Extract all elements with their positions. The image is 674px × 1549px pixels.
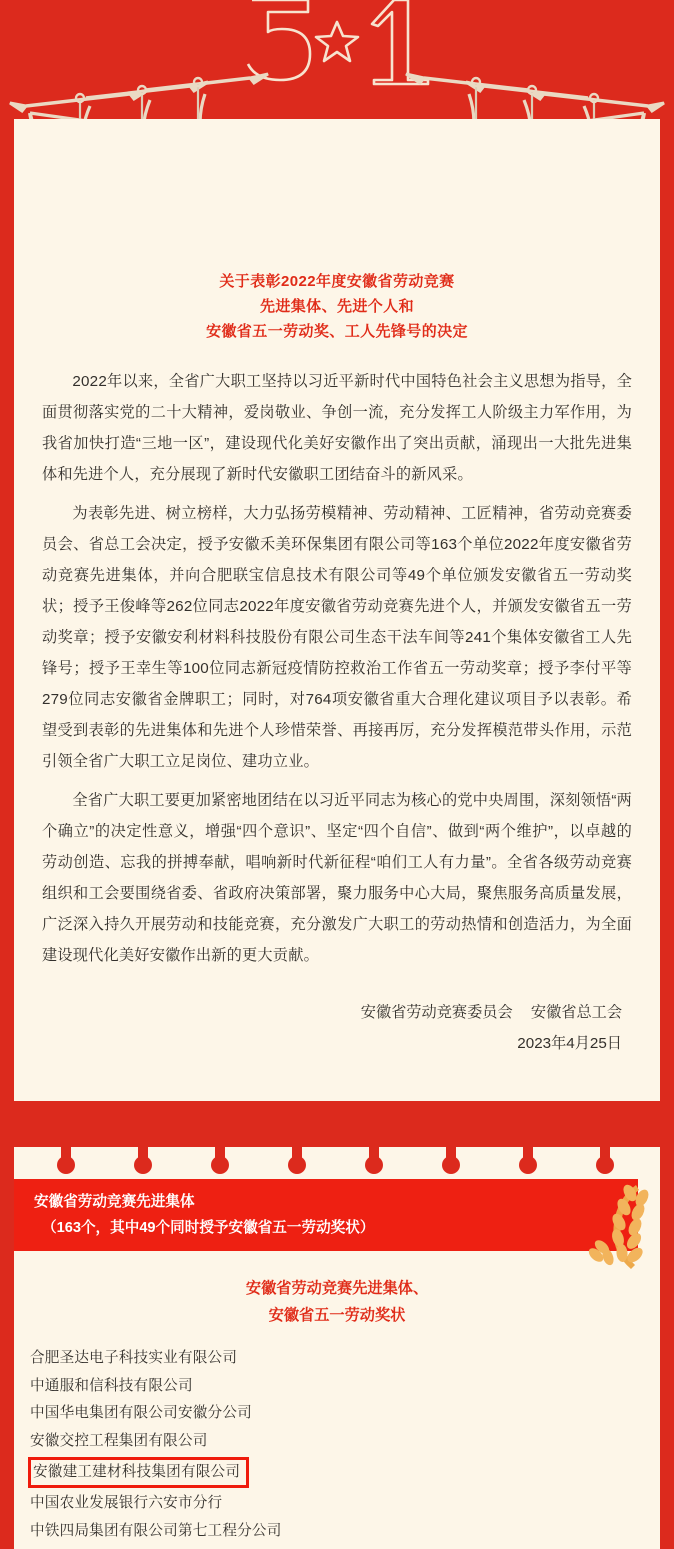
- signature-date: 2023年4月25日: [517, 1035, 622, 1052]
- subtitle-line-2: 安徽省五一劳动奖状: [268, 1307, 406, 1324]
- document-paragraph: 全省广大职工要更加紧密地团结在以习近平同志为核心的党中央周围，深刻领悟“两个确立”的决定性意义，增强“四个意识”、坚定“四个自信”、做到“两个维护”，以卓越的劳动创造、忘我的拼搏奉献，唱响新时代新征程“咱们工人有力量”。全省各级劳动竞赛组织和工会要围绕省委、省政府决策部署，聚力服务中心大局，聚焦服务高质量发展，广泛深入持久开展劳动和技能竞赛，充分激发广大职工的劳动热情和创造活力，为全面建设现代化美好安徽作出新的更大贡献。: [42, 792, 632, 964]
- list-item[interactable]: 中铁四局集团有限公司第七工程分公司: [30, 1522, 282, 1539]
- list-item[interactable]: 中国华电集团有限公司安徽分公司: [30, 1405, 252, 1421]
- document-title-line-3: 安徽省五一劳动奖、工人先锋号的决定: [206, 323, 468, 340]
- document-body: [42, 366, 632, 971]
- signature-org-1: 安徽省劳动竞赛委员会: [360, 1004, 513, 1021]
- list-item[interactable]: 中国农业发展银行六安市分行: [30, 1495, 223, 1511]
- document-paragraph: 为表彰先进、树立榜样，大力弘扬劳模精神、劳动精神、工匠精神，省劳动竞赛委员会、省总工会决定，授予安徽禾美环保集团有限公司等163个单位2022年度安徽省劳动竞赛先进集体，并向合肥联宝信息技术有限公司等49个单位颁发安徽省五一劳动奖状；授予王俊峰等262位同志2022年度安徽省劳动竞赛先进个人，并颁发安徽省五一劳动奖章；授予安徽安利材料科技股份有限公司生态干法车间等241个集体安徽省工人先锋号；授予王幸生等100位同志新冠疫情防控救治工作省五一劳动奖章；授予李付平等279位同志安徽省金牌职工；同时，对764项安徽省重大合理化建议项目予以表彰。希望受到表彰的先进集体和先进个人珍惜荣誉、再接再厉，充分发挥模范带头作用，示范引领全省广大职工立足岗位、建功立业。: [42, 505, 632, 770]
- subtitle-line-1: 安徽省劳动竞赛先进集体、: [245, 1280, 429, 1297]
- pin-rail-decoration: [14, 1147, 660, 1179]
- collectives-banner: [14, 1179, 654, 1251]
- document-title: [42, 269, 632, 344]
- collectives-subtitle: [14, 1251, 660, 1345]
- collectives-list-section: [14, 1147, 660, 1549]
- company-list: [14, 1345, 660, 1545]
- document-title-line-2: 先进集体、先进个人和: [259, 298, 414, 315]
- signature-org-2: 安徽省总工会: [530, 1004, 622, 1021]
- list-item[interactable]: 安徽交控工程集团有限公司: [30, 1432, 208, 1449]
- document-title-line-1: 关于表彰2022年度安徽省劳动竞赛: [219, 273, 455, 290]
- list-item[interactable]: 中通服和信科技有限公司: [30, 1377, 193, 1394]
- banner-line-1: 安徽省劳动竞赛先进集体: [34, 1194, 195, 1210]
- list-item-highlighted[interactable]: 安徽建工建材科技集团有限公司: [28, 1457, 249, 1488]
- banner-line-2: （163个，其中49个同时授予安徽省五一劳动奖状）: [42, 1220, 375, 1236]
- list-item[interactable]: 合肥圣达电子科技实业有限公司: [30, 1350, 238, 1366]
- document-paper: [14, 119, 660, 1101]
- document-paragraph: 2022年以来，全省广大职工坚持以习近平新时代中国特色社会主义思想为指导，全面贯彻落实党的二十大精神，爱岗敬业、争创一流，充分发挥工人阶级主力军作用，为我省加快打造“三地一区”，建设现代化美好安徽作出了突出贡献，涌现出一大批先进集体和先进个人，充分展现了新时代安徽职工团结奋斗的新风采。: [42, 373, 632, 483]
- signature-organizations: [42, 997, 622, 1028]
- star-icon: [316, 22, 358, 61]
- banner-text: [34, 1189, 374, 1241]
- section-divider: [0, 1101, 674, 1147]
- document-signature: [42, 997, 632, 1059]
- hero-header: [0, 0, 674, 120]
- may-day-numerals: [0, 0, 674, 88]
- decision-document-section: [0, 119, 674, 1101]
